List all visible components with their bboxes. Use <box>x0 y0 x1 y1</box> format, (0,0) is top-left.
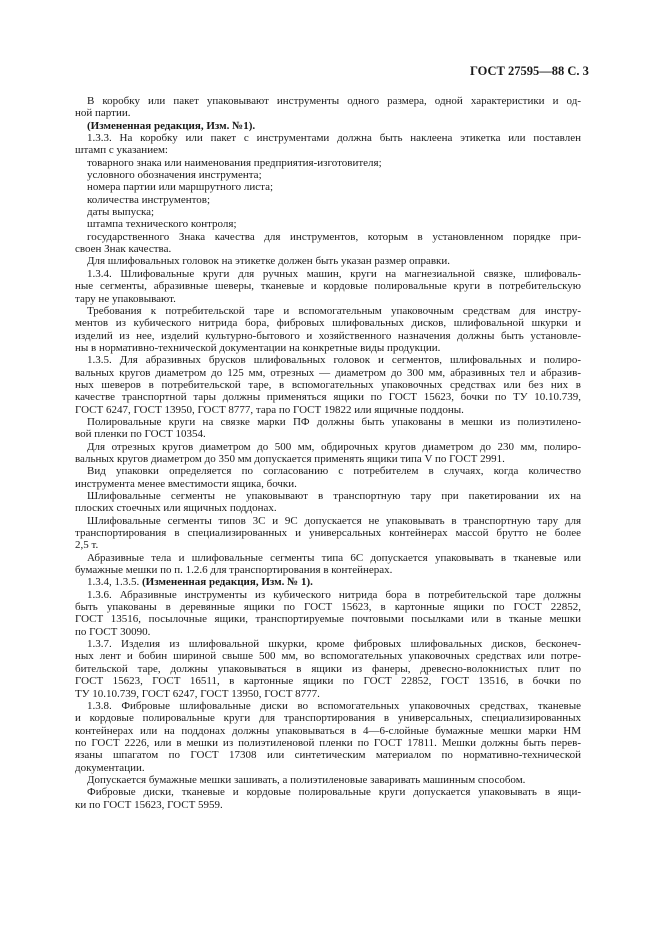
text-line: условного обозначения инструмента; <box>87 169 262 182</box>
text-line: Вид упаковки определяется по согласованию с потребителем в случаях, когда количество <box>87 465 581 478</box>
text-line: бумажные мешки по п. 1.2.6 для транспортирования в контейнерах. <box>75 564 393 577</box>
text-line: по ГОСТ 2226, или в мешки из полиэтиленовой пленки по ГОСТ 17811. Мешки должны быть перев- <box>75 736 581 749</box>
text-line: инструмента менее вместимости ящика, бочки. <box>75 477 297 490</box>
text-line: Абразивные тела и шлифовальные сегменты типа 6С допускается упаковывать в тканевые или <box>87 551 581 564</box>
paragraph <box>75 95 581 120</box>
text-line: и кордовые полировальные круги для транспортирования в универсальных, специализированных <box>75 712 581 725</box>
text-line: язаны шпагатом по ГОСТ 17308 или синтетическим материалом по нормативно-технической <box>75 749 581 762</box>
text-line: государственного Знака качества для инструментов, которым в установленном порядке при- <box>87 230 581 243</box>
paragraph <box>75 589 581 638</box>
text-line: количества инструментов; <box>87 193 211 206</box>
paragraph <box>75 181 581 193</box>
amendment-note: (Измененная редакция, Изм. № 1). <box>142 576 313 589</box>
paragraph <box>75 194 581 206</box>
text-line: Допускается бумажные мешки зашивать, а полиэтиленовые заваривать машинным способом. <box>87 773 526 786</box>
paragraph <box>75 169 581 181</box>
paragraph <box>75 700 581 774</box>
text-line: (Измененная редакция, Изм. №1). <box>87 119 256 132</box>
text-line: по ГОСТ 30090. <box>75 625 151 638</box>
text-line: плоских стоечных или ящичных поддонах. <box>75 502 277 515</box>
paragraph <box>75 786 581 811</box>
text-line: ГОСТ 13516, посылочные ящики, транспортируемые почтовыми посылками или в тканые мешки <box>75 613 581 626</box>
paragraph <box>75 552 581 577</box>
paragraph <box>75 305 581 354</box>
text-line: Шлифовальные сегменты не упаковывают в транспортную тару при пакетировании их на <box>87 490 581 502</box>
text-line: Шлифовальные сегменты типов 3С и 9С допускается не упаковывать в транспортную тару для <box>87 514 581 527</box>
text-line: Для отрезных кругов диаметром до 500 мм, обдирочных кругов диаметром до 230 мм, полиро- <box>87 440 581 453</box>
text-line: 2,5 т. <box>75 539 99 552</box>
text-line: 1.3.4, 1.3.5. (Измененная редакция, Изм. № 1). <box>87 576 313 589</box>
paragraph <box>75 638 581 700</box>
paragraph <box>75 465 581 490</box>
text-line: Для шлифовальных головок на этикетке должен быть указан размер оправки. <box>87 255 451 268</box>
text-line: вальных кругов диаметром до 125 мм, отрезных — диаметром до 300 мм, абразивных тел и абразив- <box>75 366 581 379</box>
text-line: вой пленки по ГОСТ 10354. <box>75 428 206 441</box>
text-line: даты выпуска; <box>87 206 155 219</box>
text-line: транспортирования в специализированных и универсальных контейнерах массой брутто не более <box>75 527 581 540</box>
text-line: 1.3.3. На коробку или пакет с инструментами должна быть наклеена этикетка или поставлен <box>87 132 581 145</box>
text-line: Фибровые диски, тканевые и кордовые полировальные круги допускается упаковывать в ящи- <box>87 786 581 799</box>
text-line: товарного знака или наименования предприятия-изготовителя; <box>87 156 382 169</box>
paragraph <box>75 157 581 169</box>
text-line: ГОСТ 15623, ГОСТ 16511, в картонные ящики по ГОСТ 22852, ГОСТ 13516, в бочки по <box>75 675 581 688</box>
text-line: своен Знак качества. <box>75 243 172 256</box>
paragraph <box>75 354 581 416</box>
paragraph <box>75 268 581 305</box>
document-body <box>75 95 581 811</box>
text-line: ные сегменты, абразивные шеверы, тканевые и кордовые полировальные круги в потребительскую <box>75 280 581 293</box>
paragraph <box>75 206 581 218</box>
text-line: штампа технического контроля; <box>87 218 237 231</box>
paragraph <box>75 416 581 441</box>
text-line: ментов из кубического нитрида бора, фибровых шлифовальных дисков, шлифовальной шкурки и <box>75 317 581 330</box>
paragraph <box>75 774 581 786</box>
text-line: 1.3.8. Фибровые шлифовальные диски во вспомогательных упаковочных средствах, тканевые <box>87 699 581 712</box>
text-line: ки по ГОСТ 15623, ГОСТ 5959. <box>75 798 223 811</box>
text-line: бительской таре, должны упаковываться в ящики из фанеры, древесно-волокнистых плит по <box>75 662 581 675</box>
text-line: ных шеверов в потребительской таре, в вспомогательных упаковочных средствах или без них в <box>75 378 581 391</box>
text-line: В коробку или пакет упаковывают инструменты одного размера, одной характеристики и од- <box>87 95 581 107</box>
text-line: документации. <box>75 761 145 774</box>
paragraph <box>75 231 581 256</box>
page-header: ГОСТ 27595—88 С. 3 <box>470 64 589 78</box>
paragraph <box>75 120 581 132</box>
text-line: качестве транспортной тары должны применяться ящики по ГОСТ 15623, бочки по ТУ 10.10.739, <box>75 391 581 404</box>
paragraph <box>75 441 581 466</box>
paragraph <box>75 255 581 267</box>
text-line: 1.3.7. Изделия из шлифовальной шкурки, кроме фибровых шлифовальных дисков, бесконеч- <box>87 638 581 651</box>
paragraph <box>75 490 581 515</box>
paragraph <box>75 218 581 230</box>
text-line: ных лент и бобин шириной свыше 500 мм, во вспомогательных упаковочных средствах или потре- <box>75 650 581 663</box>
paragraph <box>75 576 581 588</box>
text-line: вальных кругов диаметром до 350 мм допускается применять ящики типа V по ГОСТ 2991. <box>75 452 505 465</box>
paragraph <box>75 132 581 157</box>
text-line: 1.3.6. Абразивные инструменты из кубического нитрида бора в потребительской таре должны <box>87 588 581 601</box>
text-line: ны в нормативно-технической документации на конкретные виды продукции. <box>75 341 441 354</box>
text-line: номера партии или маршрутного листа; <box>87 181 274 194</box>
text-line: ной партии. <box>75 107 131 120</box>
text-line: Полировальные круги на связке марки ПФ должны быть упакованы в мешки из полиэтилено- <box>87 415 581 428</box>
text-line: быть упакованы в деревянные ящики по ГОСТ 15623, в картонные ящики по ГОСТ 22852, <box>75 601 581 614</box>
text-line: тару не упаковывают. <box>75 292 176 305</box>
text-line: изделий из нее, изделий культурно-бытового и хозяйственного назначения должны быть установле- <box>75 329 581 342</box>
text-line: 1.3.4. Шлифовальные круги для ручных машин, круги на магнезиальной связке, шлифоваль- <box>87 267 581 280</box>
text-line: Требования к потребительской таре и вспомогательным упаковочным средствам для инстру- <box>87 304 581 317</box>
text-line: штамп с указанием: <box>75 144 168 157</box>
text-line: ТУ 10.10.739, ГОСТ 6247, ГОСТ 13950, ГОСТ 8777. <box>75 687 320 700</box>
paragraph <box>75 515 581 552</box>
text-line: контейнерах или на поддонах должны упаковываться в 4—6-слойные бумажные мешки марки НМ <box>75 724 581 737</box>
text-line: 1.3.5. Для абразивных брусков шлифовальных головок и сегментов, шлифовальных и полиро- <box>87 354 581 367</box>
text-line: ГОСТ 6247, ГОСТ 13950, ГОСТ 8777, тара по ГОСТ 19822 или ящичные поддоны. <box>75 403 464 416</box>
